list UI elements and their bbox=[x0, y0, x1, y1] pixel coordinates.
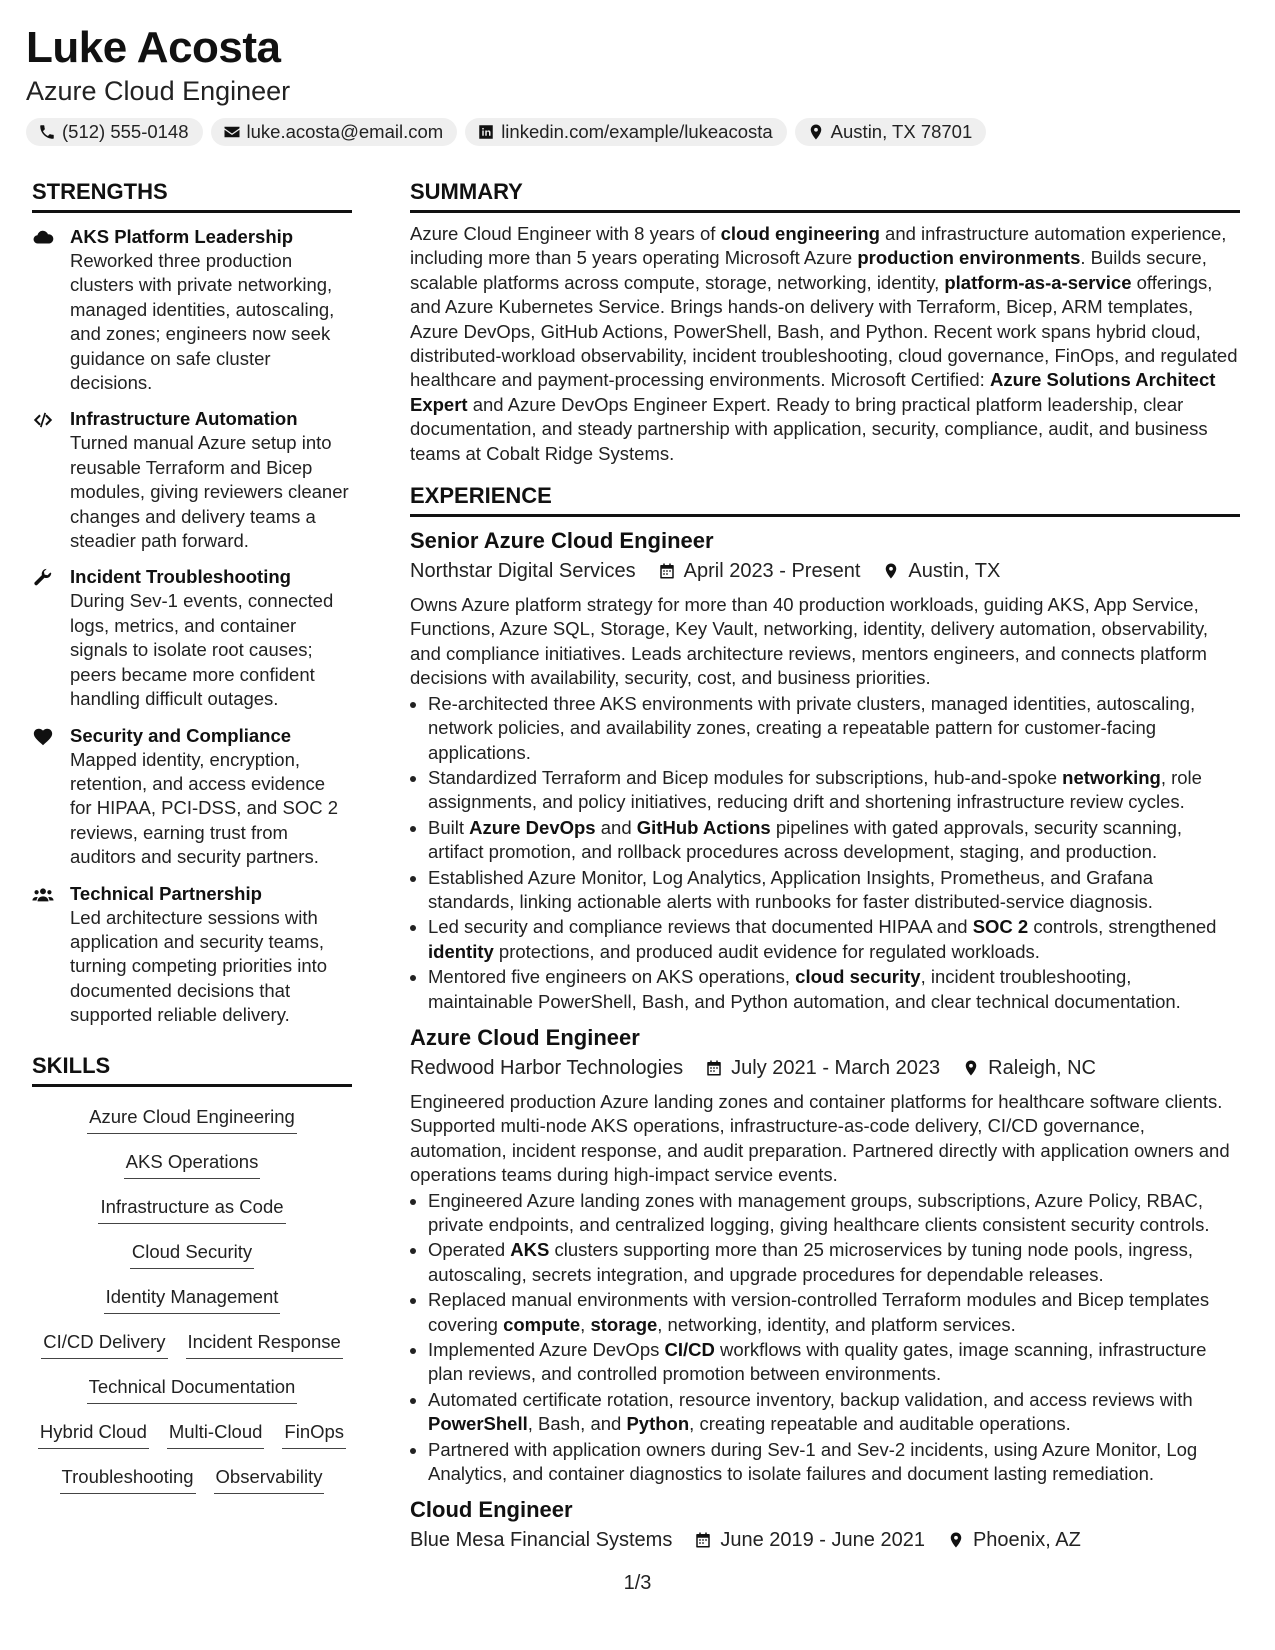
bullet-item: • Established Azure Monitor, Log Analytics, Application Insights, Prometheus, and Grafana standards, linking actionable alerts with runbooks for faster distributed-service diagnosis. bbox=[428, 866, 1240, 915]
contact-location-text: Austin, TX 78701 bbox=[830, 121, 973, 142]
strength-item bbox=[32, 407, 352, 553]
strength-title: Technical Partnership bbox=[70, 882, 262, 904]
wrench-icon bbox=[32, 567, 54, 589]
bullet-item: • Mentored five engineers on AKS operations, cloud security, incident troubleshooting, maintainable PowerShell, Bash, and Python automation, and clear technical documentation. bbox=[428, 965, 1240, 1014]
job-title: Senior Azure Cloud Engineer bbox=[410, 528, 714, 554]
bullet-item: • Re-architected three AKS environments with private clusters, managed identities, autoscaling, network policies, and availability zones, creating a repeatable pattern for customer-facing applications. bbox=[428, 692, 1240, 765]
strength-title: Security and Compliance bbox=[70, 724, 292, 746]
job-location: Austin, TX bbox=[908, 560, 1001, 583]
job-entry bbox=[410, 1023, 1240, 1487]
header bbox=[26, 22, 986, 146]
strength-desc: Mapped identity, encryption, retention, and access evidence for HIPAA, PCI-DSS, and SOC 2 reviews, earning trust from auditors and security partners. bbox=[70, 748, 338, 868]
job-bullets bbox=[410, 1189, 1240, 1487]
strength-desc: Turned manual Azure setup into reusable Terraform and Bicep modules, giving reviewers cleaner changes and delivery teams a steadier path forward. bbox=[70, 432, 349, 552]
job-meta bbox=[410, 557, 1240, 585]
bullet-item: • Partnered with application owners during Sev-1 and Sev-2 incidents, using Azure Monitor, Log Analytics, and container diagnostics to isolate failures and document lasting remediation. bbox=[428, 1438, 1240, 1487]
skill-tag: Cloud Security bbox=[130, 1240, 254, 1269]
location-pin-icon bbox=[807, 123, 825, 141]
strength-item bbox=[32, 225, 352, 395]
strength-desc: Reworked three production clusters with private networking, managed identities, autoscaling, and zones; engineers now seek guidance on safe cluster decisions. bbox=[70, 250, 335, 394]
job-meta bbox=[410, 1526, 1240, 1554]
bullet-item: • Implemented Azure DevOps CI/CD workflows with quality gates, image scanning, infrastructure plan reviews, and controlled promotion between environments. bbox=[428, 1338, 1240, 1387]
calendar-icon bbox=[705, 1058, 723, 1078]
bullet-item: • Led security and compliance reviews that documented HIPAA and SOC 2 controls, strengthened identity protections, and produced audit evidence for regulated workloads. bbox=[428, 915, 1240, 964]
heart-icon bbox=[32, 726, 54, 748]
location-pin-icon bbox=[947, 1530, 965, 1550]
job-entry bbox=[410, 1495, 1240, 1554]
job-company: Northstar Digital Services bbox=[410, 560, 636, 583]
job-location: Raleigh, NC bbox=[988, 1056, 1096, 1079]
bullet-item: • Standardized Terraform and Bicep modules for subscriptions, hub-and-spoke networking, role assignments, and policy initiatives, reducing drift and shortening infrastructure review cycles. bbox=[428, 766, 1240, 815]
job-dates: April 2023 - Present bbox=[683, 560, 861, 583]
code-icon bbox=[32, 409, 54, 431]
job-company: Redwood Harbor Technologies bbox=[410, 1056, 684, 1079]
contact-linkedin[interactable] bbox=[465, 118, 786, 146]
job-title: Azure Cloud Engineer bbox=[410, 1024, 640, 1050]
strength-desc: Led architecture sessions with application and security teams, turning competing priorities into documented decisions that supported reliable delivery. bbox=[70, 906, 328, 1026]
job-dates: June 2019 - June 2021 bbox=[720, 1529, 925, 1552]
skill-tag: Infrastructure as Code bbox=[98, 1195, 285, 1224]
summary-text: Azure Cloud Engineer with 8 years of cloud engineering and infrastructure automation experience, including more than 5 years operating Microsoft Azure production environments. Builds secure, scalable platforms across compute, storage, networking, identity, platform-as-a-service offerings, and Azure Kubernetes Service. Brings hands-on delivery with Terraform, Bicep, ARM templates, Azure DevOps, GitHub Actions, PowerShell, Bash, and Python. Recent work spans hybrid cloud, distributed-workload observability, incident troubleshooting, cloud governance, FinOps, and regulated healthcare and payment-processing environments. Microsoft Certified: Azure Solutions Architect Expert and Azure DevOps Engineer Expert. Ready to bring practical platform leadership, clear documentation, and steady partnership with application, security, compliance, audit, and business teams at Cobalt Ridge Systems. bbox=[410, 223, 1238, 464]
contact-email[interactable] bbox=[211, 118, 458, 146]
job-location: Phoenix, AZ bbox=[972, 1529, 1081, 1552]
skill-tag: Incident Response bbox=[186, 1330, 343, 1359]
envelope-icon bbox=[223, 123, 241, 141]
bullet-item: • Operated AKS clusters supporting more than 25 microservices by tuning node pools, ingress, autoscaling, secrets integration, and upgrade procedures for dependable releases. bbox=[428, 1238, 1240, 1287]
strength-item bbox=[32, 565, 352, 711]
job-dates: July 2021 - March 2023 bbox=[731, 1056, 941, 1079]
strengths-heading: STRENGTHS bbox=[32, 178, 352, 213]
skill-tag: FinOps bbox=[282, 1420, 346, 1449]
contact-email-text: luke.acosta@email.com bbox=[246, 121, 444, 142]
skill-tag: Azure Cloud Engineering bbox=[87, 1105, 297, 1134]
experience-heading: EXPERIENCE bbox=[410, 482, 1240, 517]
contact-phone-text: (512) 555-0148 bbox=[62, 121, 189, 142]
cloud-icon bbox=[32, 227, 54, 249]
contact-linkedin-text: linkedin.com/example/lukeacosta bbox=[501, 121, 773, 142]
bullet-item: • Replaced manual environments with version-controlled Terraform modules and Bicep templates covering compute, storage, networking, identity, and platform services. bbox=[428, 1288, 1240, 1337]
location-pin-icon bbox=[962, 1058, 980, 1078]
bullet-item: • Engineered Azure landing zones with management groups, subscriptions, Azure Policy, RBAC, private endpoints, and centralized logging, giving healthcare clients consistent security controls. bbox=[428, 1189, 1240, 1238]
job-title: Cloud Engineer bbox=[410, 1497, 573, 1523]
contact-phone[interactable] bbox=[26, 118, 203, 146]
skills-list bbox=[32, 1097, 352, 1502]
job-description: Owns Azure platform strategy for more than 40 production workloads, guiding AKS, App Service, Functions, Azure SQL, Storage, Key Vault, networking, identity, delivery automation, observability, and compliance initiatives. Leads architecture reviews, mentors engineers, and connects platform decisions with availability, security, cost, and business priorities. bbox=[410, 594, 1208, 689]
skill-tag: Troubleshooting bbox=[60, 1465, 196, 1494]
job-meta bbox=[410, 1054, 1240, 1082]
contact-location bbox=[795, 118, 987, 146]
summary-heading: SUMMARY bbox=[410, 178, 1240, 213]
phone-icon bbox=[38, 123, 56, 141]
calendar-icon bbox=[658, 561, 676, 581]
strength-item bbox=[32, 724, 352, 870]
strength-title: Incident Troubleshooting bbox=[70, 566, 291, 588]
right-column bbox=[410, 178, 1240, 1554]
strength-title: AKS Platform Leadership bbox=[70, 226, 294, 247]
skill-tag: Identity Management bbox=[104, 1285, 281, 1314]
skill-tag: Technical Documentation bbox=[87, 1375, 298, 1404]
skill-tag: Observability bbox=[214, 1465, 325, 1494]
skills-heading: SKILLS bbox=[32, 1052, 352, 1087]
candidate-name: Luke Acosta bbox=[26, 23, 281, 72]
skill-tag: AKS Operations bbox=[124, 1150, 261, 1179]
job-company: Blue Mesa Financial Systems bbox=[410, 1529, 673, 1552]
page-number: 1/3 bbox=[623, 1572, 652, 1594]
left-column bbox=[32, 178, 352, 1502]
strength-item bbox=[32, 882, 352, 1028]
job-bullets bbox=[410, 692, 1240, 1014]
strength-title: Infrastructure Automation bbox=[70, 408, 298, 430]
strength-desc: During Sev-1 events, connected logs, metrics, and container signals to isolate root causes; peers became more confident handling difficult outages. bbox=[70, 590, 334, 710]
contact-bar bbox=[26, 118, 986, 146]
job-entry bbox=[410, 526, 1240, 1014]
calendar-icon bbox=[694, 1530, 712, 1550]
job-description: Engineered production Azure landing zones and container platforms for healthcare software clients. Supported multi-node AKS operations, infrastructure-as-code delivery, CI/CD governance, automation, incident response, and audit preparation. Partnered directly with application owners and operations teams during high-impact service events. bbox=[410, 1090, 1230, 1186]
skill-tag: CI/CD Delivery bbox=[41, 1330, 167, 1359]
linkedin-icon bbox=[477, 123, 495, 141]
bullet-item: • Built Azure DevOps and GitHub Actions pipelines with gated approvals, security scanning, artifact promotion, and rollback procedures across development, staging, and production. bbox=[428, 816, 1240, 865]
users-icon bbox=[32, 884, 54, 906]
bullet-item: • Automated certificate rotation, resource inventory, backup validation, and access reviews with PowerShell, Bash, and Python, creating repeatable and auditable operations. bbox=[428, 1388, 1240, 1437]
skill-tag: Multi-Cloud bbox=[167, 1420, 265, 1449]
skill-tag: Hybrid Cloud bbox=[38, 1420, 149, 1449]
candidate-title: Azure Cloud Engineer bbox=[26, 76, 291, 106]
location-pin-icon bbox=[882, 561, 900, 581]
